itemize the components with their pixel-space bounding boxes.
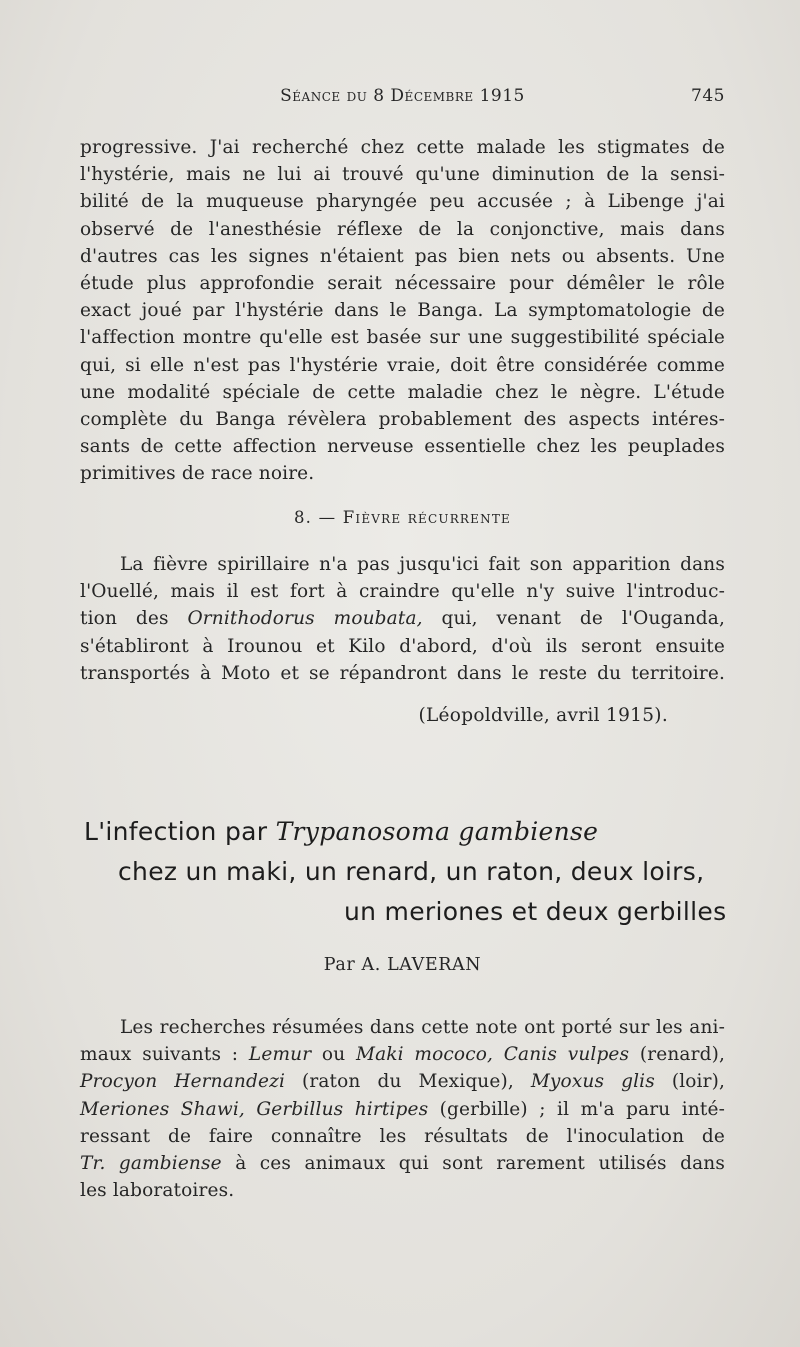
title-species: Trypanosoma gambiense (275, 817, 599, 846)
text-line: l'hystérie, mais ne lui ai trouvé qu'une diminution de la sensi- (80, 164, 725, 186)
section-title: Fièvre récurrente (342, 508, 511, 527)
species-name: Myoxus glis (530, 1071, 655, 1093)
text-line (80, 1150, 725, 1177)
text-line: progressive. J'ai recherché chez cette malade les stigmates de (80, 137, 725, 158)
text-span: à ces animaux qui sont rarement utilisés dans (235, 1153, 725, 1175)
species-name: Meriones Shawi, Gerbillus hirtipes (80, 1098, 429, 1120)
text-line: d'autres cas les signes n'étaient pas bien nets ou absents. Une (80, 245, 725, 267)
text-span: qui, venant de l'Ouganda, (441, 608, 725, 630)
species-name: Lemur (248, 1044, 312, 1066)
text-line: étude plus approfondie serait nécessaire pour démêler le rôle (80, 273, 725, 295)
section-number: 8. (293, 508, 313, 527)
running-title: Séance du 8 Décembre 1915 (280, 86, 525, 106)
text-line: s'établiront à Irounou et Kilo d'abord, d'où ils seront ensuite (80, 635, 725, 657)
text-line (80, 1068, 725, 1095)
text-line: une modalité spéciale de cette maladie chez le nègre. L'étude (80, 381, 725, 403)
text-line: l'Ouellé, mais il est fort à craindre qu'elle n'y suive l'introduc- (80, 581, 725, 603)
species-name: Tr. gambiense (80, 1153, 222, 1175)
text-span: (renard), (639, 1044, 725, 1066)
section-dash: — (318, 508, 337, 527)
text-span: (raton du Mexique), (302, 1071, 514, 1093)
text-span: ou (321, 1044, 346, 1066)
page-number: 745 (691, 86, 725, 106)
species-name: Maki mococo, Canis vulpes (356, 1044, 630, 1066)
text-line: ressant de faire connaître les résultats de l'inoculation de (80, 1125, 725, 1147)
article-title-line3: un meriones et deux gerbilles (344, 897, 727, 926)
species-name: Ornithodorus moubata, (187, 608, 423, 630)
text-line (80, 1096, 725, 1123)
text-line: transportés à Moto et se répandront dans le reste du territoire. (80, 662, 725, 684)
text-span: (gerbille) ; il m'a paru inté- (439, 1098, 725, 1120)
text-span: maux suivants : (80, 1044, 239, 1066)
paragraph-banga (80, 134, 725, 488)
article-title-line2: chez un maki, un renard, un raton, deux loirs, (118, 857, 705, 886)
article-title-line1 (84, 812, 598, 852)
text-line (80, 605, 725, 632)
text-line: sants de cette affection nerveuse essentielle chez les peuplades (80, 436, 725, 458)
text-line: La fièvre spirillaire n'a pas jusqu'ici fait son apparition dans (120, 554, 725, 575)
text-span: (loir), (671, 1071, 726, 1093)
text-line: exact joué par l'hystérie dans le Banga. La symptomatologie de (80, 300, 725, 322)
text-line: Les recherches résumées dans cette note ont porté sur les ani- (120, 1017, 725, 1038)
signoff-place-date: (Léopoldville, avril 1915). (418, 705, 668, 726)
text-line: primitives de race noire. (80, 463, 315, 485)
paragraph-laveran (80, 1014, 725, 1204)
text-line: bilité de la muqueuse pharyngée peu accusée ; à Libenge j'ai (80, 191, 725, 213)
species-name: Procyon Hernandezi (80, 1071, 286, 1093)
text-line: complète du Banga révèlera probablement des aspects intéres- (80, 409, 725, 431)
section-heading (80, 508, 725, 527)
title-text: L'infection par (84, 817, 268, 846)
text-line: l'affection montre qu'elle est basée sur une suggestibilité spéciale (80, 327, 725, 349)
text-line (80, 1041, 725, 1068)
running-header (80, 86, 725, 110)
text-line: qui, si elle n'est pas l'hystérie vraie, doit être considérée comme (80, 354, 725, 376)
text-line: les laboratoires. (80, 1180, 235, 1202)
text-line: observé de l'anesthésie réflexe de la conjonctive, mais dans (80, 218, 725, 240)
text-span: tion des (80, 608, 169, 630)
paragraph-fievre (80, 551, 725, 687)
author-byline: Par A. LAVERAN (323, 955, 482, 975)
